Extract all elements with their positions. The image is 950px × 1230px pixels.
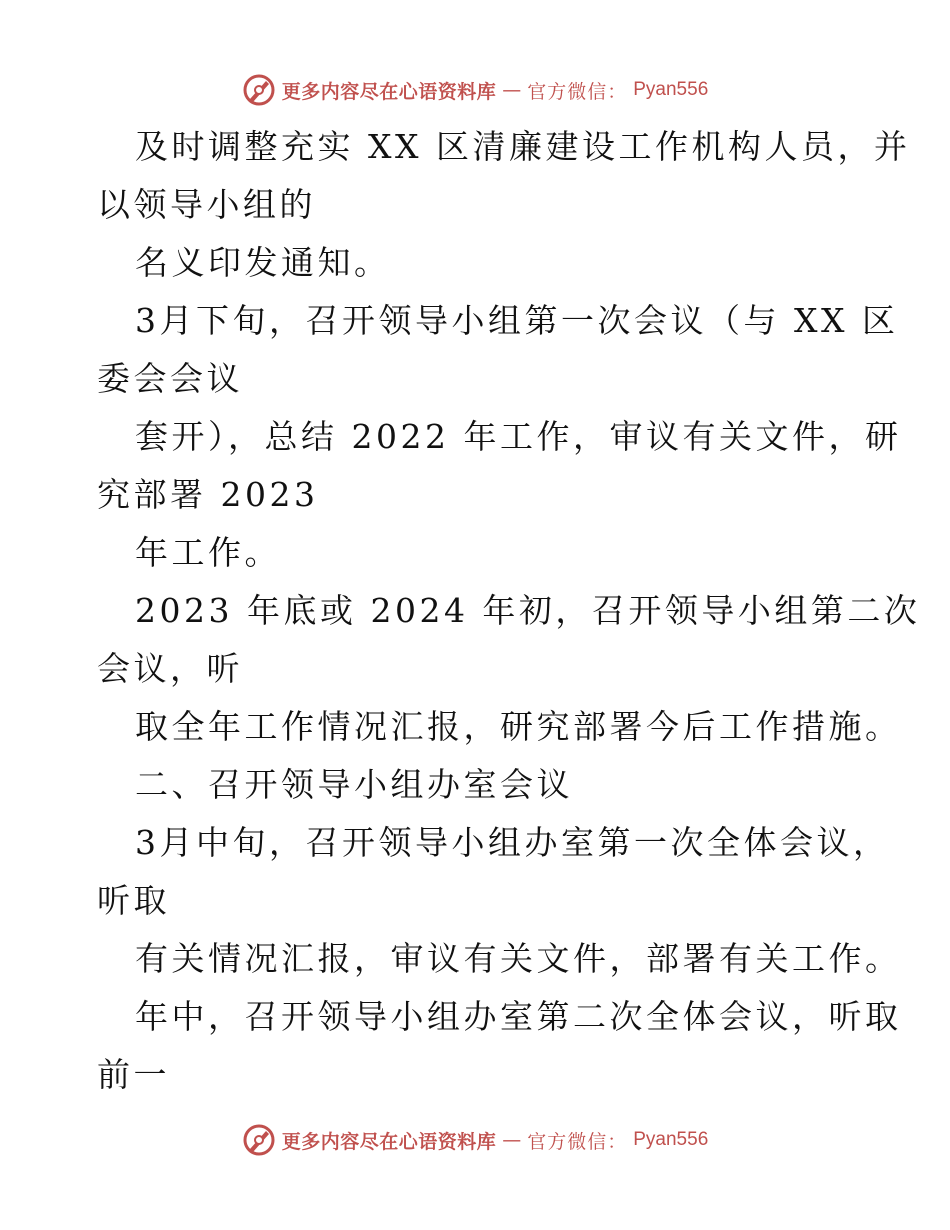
text-line: 听取 [97, 881, 170, 920]
text-line: 年工作。 [135, 533, 281, 572]
banner-separator: — [502, 1129, 522, 1151]
footer-banner [0, 1120, 950, 1160]
header-banner [0, 70, 950, 110]
section-heading: 二、召开领导小组办室会议 [135, 765, 573, 804]
text-line: 以领导小组的 [97, 185, 316, 224]
text-line: 2023 年底或 2024 年初，召开领导小组第二次 [135, 591, 921, 630]
text-line: 及时调整充实 XX 区清廉建设工作机构人员，并 [135, 127, 911, 166]
text-line: 有关情况汇报，审议有关文件，部署有关工作。 [135, 939, 902, 978]
text-line: 会议，听 [97, 649, 243, 688]
text-line: 年中，召开领导小组办室第二次全体会议，听取 [135, 997, 902, 1036]
text-line: 取全年工作情况汇报，研究部署今后工作措施。 [135, 707, 902, 746]
text-line: 名义印发通知。 [135, 243, 391, 282]
quill-logo-icon [242, 73, 276, 107]
document-body [97, 118, 921, 1104]
text-line: 委会会议 [97, 359, 243, 398]
text-line: 套开），总结 2022 年工作，审议有关文件，研 [135, 417, 902, 456]
banner-wechat-label: 官方微信： [527, 1130, 628, 1153]
text-line: 3月下旬，召开领导小组第一次会议（与 XX 区 [135, 301, 899, 340]
banner-wechat-id: Pyan556 [633, 79, 709, 100]
banner-text: 更多内容尽在心语资料库 [281, 1130, 497, 1153]
banner-wechat-label: 官方微信： [527, 80, 628, 103]
text-line: 究部署 2023 [97, 475, 319, 514]
banner-text: 更多内容尽在心语资料库 [281, 80, 497, 103]
text-line: 3月中旬，召开领导小组办室第一次全体会议， [135, 823, 890, 862]
banner-separator: — [502, 79, 522, 101]
quill-logo-icon [242, 1123, 276, 1157]
banner-wechat-id: Pyan556 [633, 1129, 709, 1150]
text-line: 前一 [97, 1055, 170, 1094]
